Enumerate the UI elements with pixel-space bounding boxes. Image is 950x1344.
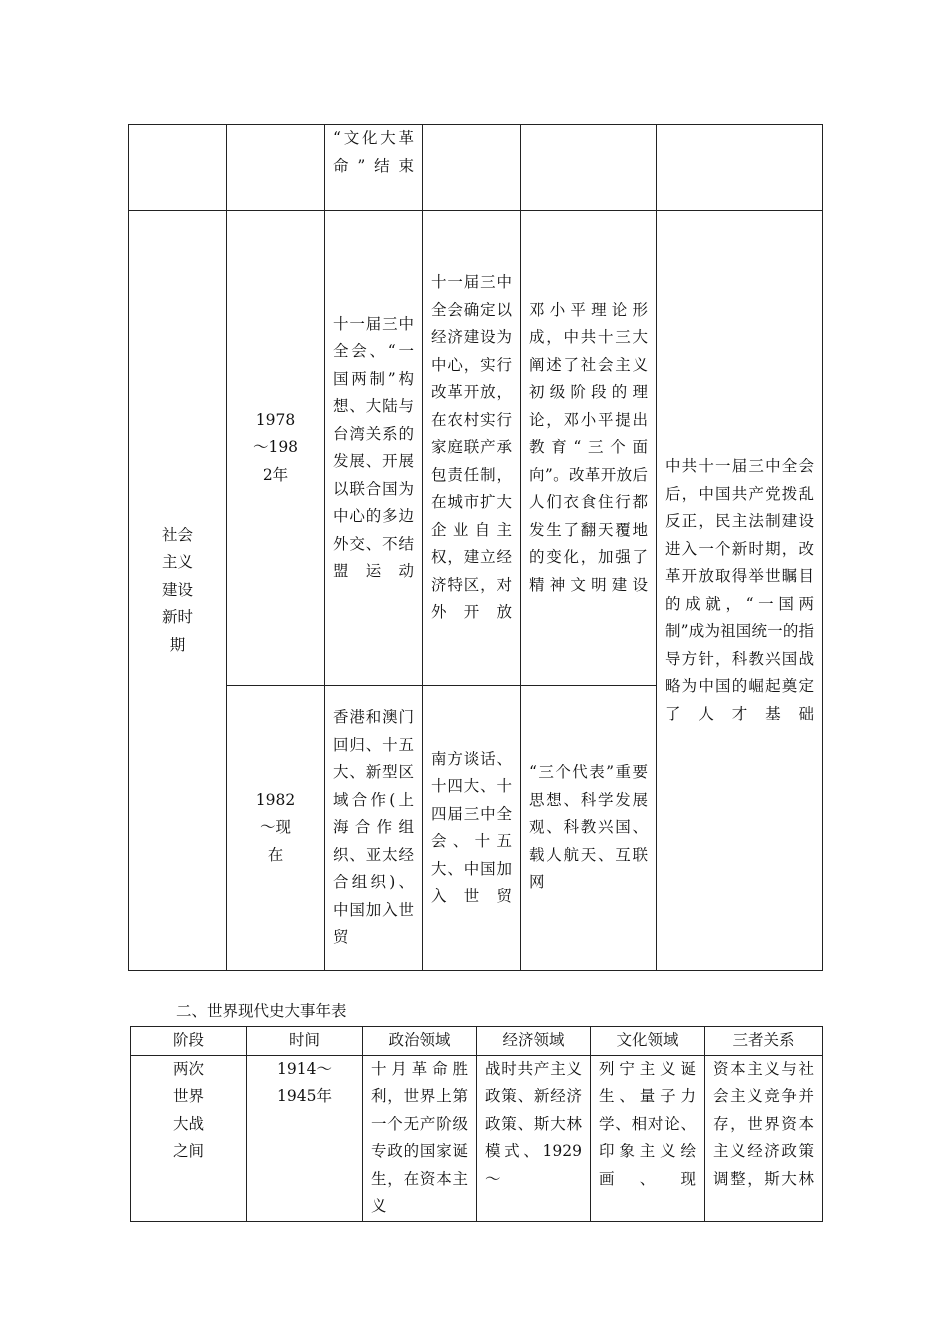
culture-cell: 列宁主义诞生、量子力学、相对论、印象主义绘画、现 <box>591 1055 705 1221</box>
world-history-table <box>130 1026 823 1222</box>
header-stage: 阶段 <box>131 1027 247 1056</box>
culture-cell: 邓小平理论形成，中共十三大阐述了社会主义初级阶段的理论，邓小平提出教育“三个面向”。改革开放后人们衣食住行都发生了翻天覆地的变化，加强了精神文明建设 <box>521 211 657 686</box>
period-cell: 社会主义建设新时期 <box>129 211 227 971</box>
time-cell-empty <box>227 125 325 211</box>
political-cell: 十一届三中全会、“一国两制”构想、大陆与台湾关系的发展、开展以联合国为中心的多边外交、不结盟运动 <box>325 211 423 686</box>
header-economic: 经济领域 <box>477 1027 591 1056</box>
stage-cell: 两次世界大战之间 <box>131 1055 247 1221</box>
period-cell-empty <box>129 125 227 211</box>
time-cell: 1914～1945年 <box>247 1055 363 1221</box>
china-history-table <box>128 124 823 971</box>
culture-cell-empty <box>521 125 657 211</box>
economic-cell: 十一届三中全会确定以经济建设为中心，实行改革开放，在农村实行家庭联产承包责任制，在城市扩大企业自主权，建立经济特区，对外开放 <box>423 211 521 686</box>
section-heading: 二、世界现代史大事年表 <box>176 1002 347 1020</box>
header-time: 时间 <box>247 1027 363 1056</box>
economic-cell: 战时共产主义政策、新经济政策、斯大林模式、1929～ <box>477 1055 591 1221</box>
summary-cell-empty <box>657 125 823 211</box>
time-cell: 1978～1982年 <box>227 211 325 686</box>
header-political: 政治领域 <box>363 1027 477 1056</box>
culture-cell: “三个代表”重要思想、科学发展观、科教兴国、载人航天、互联网 <box>521 686 657 971</box>
summary-cell: 中共十一届三中全会后，中国共产党拨乱反正，民主法制建设进入一个新时期，改革开放取得举世瞩目的成就，“一国两制”成为祖国统一的指导方针，科教兴国战略为中国的崛起奠定了人才基础 <box>657 211 823 971</box>
economic-cell: 南方谈话、十四大、十四届三中全会、十五大、中国加入世贸 <box>423 686 521 971</box>
header-culture: 文化领域 <box>591 1027 705 1056</box>
time-cell: 1982～现在 <box>227 686 325 971</box>
political-cell: 十月革命胜利，世界上第一个无产阶级专政的国家诞生，在资本主义 <box>363 1055 477 1221</box>
political-cell: “文化大革命”结束 <box>325 125 423 211</box>
political-cell: 香港和澳门回归、十五大、新型区域合作(上海合作组织、亚太经合组织)、中国加入世贸 <box>325 686 423 971</box>
header-relation: 三者关系 <box>705 1027 823 1056</box>
relation-cell: 资本主义与社会主义竞争并存，世界资本主义经济政策调整，斯大林 <box>705 1055 823 1221</box>
economic-cell-empty <box>423 125 521 211</box>
